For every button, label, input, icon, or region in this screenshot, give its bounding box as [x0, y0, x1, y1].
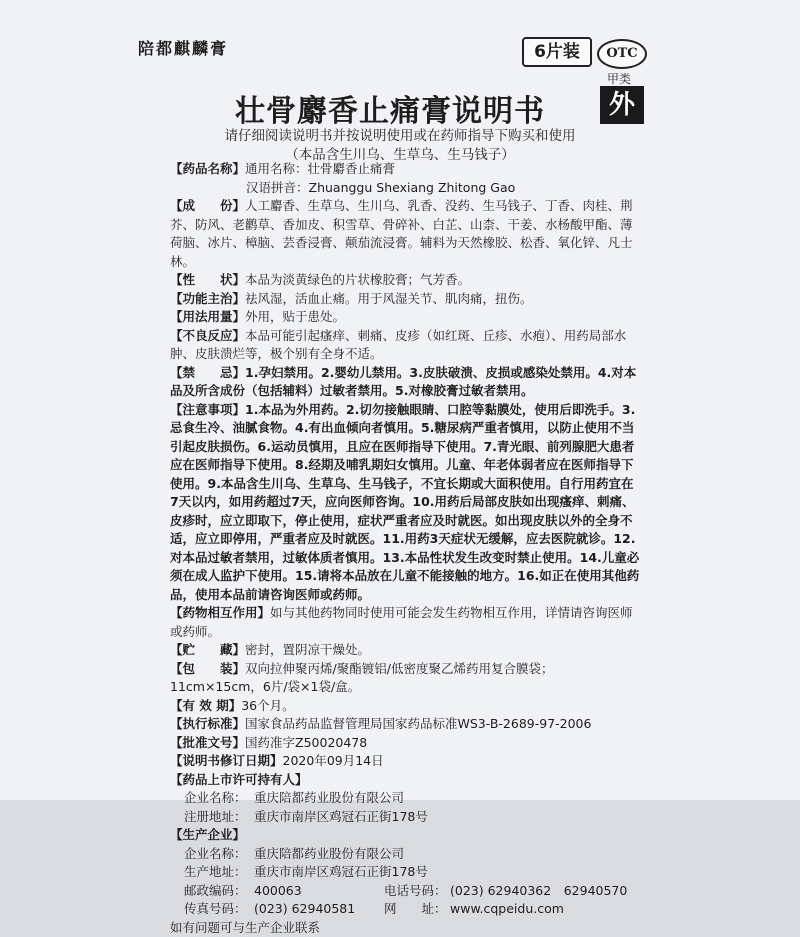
mfr-company-row [170, 845, 642, 864]
field-key: 电话号码： [384, 882, 450, 901]
standard-text: 国家食品药品监督管理局国家药品标准WS3-B-2689-97-2006 [245, 716, 591, 731]
intro-line-1: 请仔细阅读说明书并按说明使用或在药师指导下购买和使用 [160, 127, 640, 146]
external-use-badge: 外 [600, 86, 644, 124]
field-value: (023) 62940581 [254, 900, 384, 919]
section-validity [170, 697, 642, 716]
section-label: 【有 效 期】 [170, 698, 241, 713]
section-manufacturer: 【生产企业】 [170, 826, 642, 845]
ingredients-text: 人工麝香、生草乌、生川乌、乳香、没药、生马钱子、丁香、肉桂、荆芥、防风、老鹳草、香加皮、积雪草、骨碎补、白芷、山柰、干姜、水杨酸甲酯、薄荷脑、冰片、樟脑、芸香浸膏、颠茄流浸膏。辅料为天然橡胶、松香、氧化锌、凡士林。 [170, 198, 633, 269]
section-label: 【药品名称】 [170, 161, 245, 176]
section-label: 【注意事项】 [170, 402, 245, 417]
appearance-text: 本品为淡黄绿色的片状橡胶膏；气芳香。 [245, 272, 470, 287]
section-interaction [170, 604, 642, 641]
section-approval [170, 734, 642, 753]
section-label: 【性 状】 [170, 272, 245, 287]
section-mah: 【药品上市许可持有人】 [170, 771, 642, 790]
indication-text: 祛风湿，活血止痛。用于风湿关节、肌肉痛，扭伤。 [245, 291, 533, 306]
field-key: 生产地址： [184, 863, 254, 882]
pinyin-name: 汉语拼音：Zhuanggu Shexiang Zhitong Gao [170, 179, 642, 198]
section-adverse [170, 327, 642, 364]
mah-address-row [170, 808, 642, 827]
section-indication [170, 290, 642, 309]
mah-company-row [170, 789, 642, 808]
otc-class-label: 甲类 [607, 70, 631, 87]
field-value: 重庆陪都药业股份有限公司 [254, 845, 404, 864]
package-spec-badge: 6片装 [522, 37, 592, 67]
mfr-address-row [170, 863, 642, 882]
brand-logo: 陪都麒麟膏 [138, 36, 228, 59]
otc-badge: OTC [597, 39, 647, 69]
field-value: (023) 62940362 62940570 [450, 882, 627, 901]
section-drug-name [170, 160, 642, 179]
field-key: 传真号码： [184, 900, 254, 919]
section-contraindications [170, 364, 642, 401]
leaflet-body [170, 160, 642, 937]
field-key: 网 址： [384, 900, 450, 919]
section-label: 【批准文号】 [170, 735, 245, 750]
section-label: 【用法用量】 [170, 309, 245, 324]
section-ingredients [170, 197, 642, 271]
section-precautions [170, 401, 642, 605]
field-key: 邮政编码： [184, 882, 254, 901]
section-label: 【成 份】 [170, 198, 245, 213]
interaction-text: 如与其他药物同时使用可能会发生药物相互作用，详情请咨询医师或药师。 [170, 605, 633, 639]
section-label: 【药物相互作用】 [170, 605, 270, 620]
approval-text: 国药准字Z50020478 [245, 735, 367, 750]
generic-name: 通用名称：壮骨麝香止痛膏 [245, 161, 395, 176]
revision-text: 2020年09月14日 [283, 753, 384, 768]
storage-text: 密封，置阴凉干燥处。 [245, 642, 370, 657]
precautions-text: 1.本品为外用药。2.切勿接触眼睛、口腔等黏膜处，使用后即洗手。3.忌食生冷、油腻食物。4.有出血倾向者慎用。5.糖尿病严重者慎用，以防止使用不当引起皮肤损伤。6.运动员慎用，且应在医师指导下使用。7.青光眼、前列腺肥大患者应在医师指导下使用。8.经期及哺乳期妇女慎用。儿童、年老体弱者应在医师指导下使用。9.本品含生川乌、生草乌、生马钱子，不宜长期或大面积使用。自行用药宜在7天以内，如用药超过7天，应向医师咨询。10.用药后局部皮肤如出现瘙痒、刺痛、皮疹时，应立即取下，停止使用，症状严重者应及时就医。如出现皮肤以外的全身不适，应立即停用，严重者应及时就医。11.用药3天症状无缓解，应去医院就诊。12.对本品过敏者禁用，过敏体质者慎用。13.本品性状发生改变时禁止使用。14.儿童必须在成人监护下使用。15.请将本品放在儿童不能接触的地方。16.如正在使用其他药品，使用本品前请咨询医师或药师。 [170, 402, 639, 602]
usage-text: 外用，贴于患处。 [245, 309, 345, 324]
contraindications-text: 1.孕妇禁用。2.婴幼儿禁用。3.皮肤破溃、皮损或感染处禁用。4.对本品及所含成份（包括辅料）过敏者禁用。5.对橡胶膏过敏者禁用。 [170, 365, 636, 399]
field-value: 重庆市南岸区鸡冠石正街178号 [254, 863, 428, 882]
section-label: 【贮 藏】 [170, 642, 245, 657]
field-value: www.cqpeidu.com [450, 900, 564, 919]
field-value: 重庆陪都药业股份有限公司 [254, 789, 404, 808]
section-appearance [170, 271, 642, 290]
contact-row-2 [170, 900, 642, 919]
section-label: 【包 装】 [170, 661, 245, 676]
field-value: 400063 [254, 882, 384, 901]
adverse-text: 本品可能引起瘙痒、刺痛、皮疹（如红斑、丘疹、水疱）、用药局部水肿、皮肤溃烂等，极个别有全身不适。 [170, 328, 626, 362]
section-label: 【执行标准】 [170, 716, 245, 731]
field-value: 重庆市南岸区鸡冠石正街178号 [254, 808, 428, 827]
section-revision [170, 752, 642, 771]
section-usage [170, 308, 642, 327]
contact-note: 如有问题可与生产企业联系 [170, 919, 642, 937]
section-label: 【不良反应】 [170, 328, 245, 343]
leaflet-title: 壮骨麝香止痛膏说明书 [180, 86, 600, 130]
section-label: 【功能主治】 [170, 291, 245, 306]
field-key: 注册地址： [184, 808, 254, 827]
intro-line-2: （本品含生川乌、生草乌、生马钱子） [160, 146, 640, 165]
section-package [170, 660, 642, 697]
contact-row-1 [170, 882, 642, 901]
section-standard [170, 715, 642, 734]
section-label: 【禁 忌】 [170, 365, 245, 380]
field-key: 企业名称： [184, 845, 254, 864]
package-text: 双向拉伸聚丙烯/聚酯镀铝/低密度聚乙烯药用复合膜袋；11cm×15cm，6片/袋×1袋/盒。 [170, 661, 553, 695]
section-storage [170, 641, 642, 660]
section-label: 【说明书修订日期】 [170, 753, 283, 768]
field-key: 企业名称： [184, 789, 254, 808]
validity-text: 36个月。 [241, 698, 294, 713]
